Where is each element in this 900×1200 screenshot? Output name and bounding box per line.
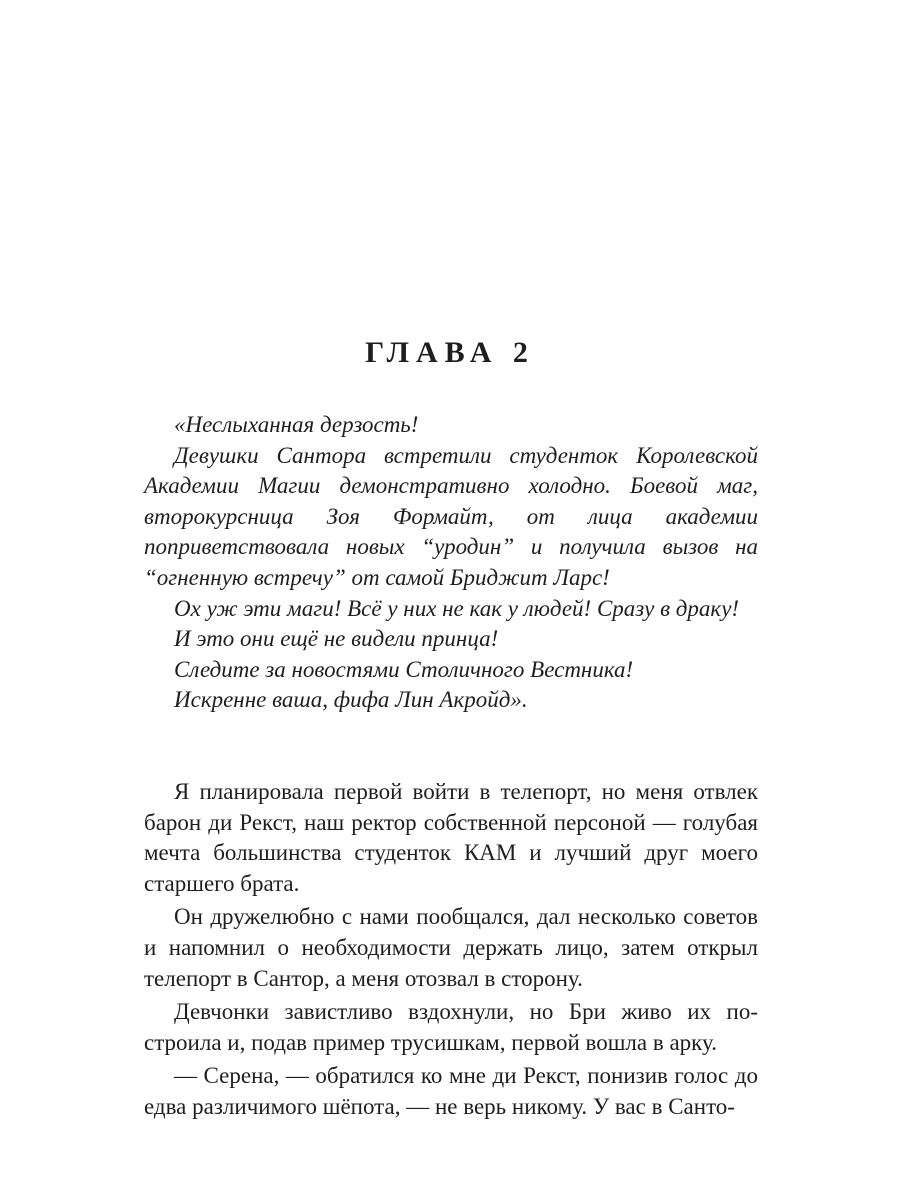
- body-text-block: [144, 777, 758, 1126]
- epigraph-block: [144, 410, 758, 716]
- body-paragraph: — Серена, — обратился ко мне ди Рекст, понизив голос до едва различимого шёпота, — не верь никому. У вас в Санто-: [144, 1063, 758, 1119]
- epigraph-paragraph: Искренне ваша, фифа Лин Акройд».: [174, 687, 528, 713]
- epigraph-paragraph: Следите за новостями Столичного Вестника!: [174, 656, 634, 682]
- epigraph-paragraph: И это они ещё не видели принца!: [174, 626, 499, 652]
- body-paragraph: Я планировала первой войти в телепорт, но меня отвлек барон ди Рекст, наш ректор собственной персоной — голубая мечта большинства студенток КАМ и лучший друг моего старшего брата.: [144, 779, 758, 896]
- body-paragraph: Он дружелюбно с нами пообщался, дал несколько советов и напомнил о необходимости держать лицо, затем открыл телепорт в Сантор, а меня отозвал в сторону.: [144, 904, 758, 991]
- epigraph-paragraph: Ох уж эти маги! Всё у них не как у людей! Сразу в драку!: [174, 595, 740, 621]
- epigraph-paragraph: Девушки Сантора встретили студенток Королевской Академии Магии демонстративно холодно. Боевой маг, второкурсница Зоя Формайт, от лица академии поприветствовала новых “уродин” и получила вызов на “огненную встречу” от самой Бриджит Ларс!: [144, 442, 758, 590]
- chapter-title: ГЛАВА 2: [365, 336, 535, 369]
- body-paragraph: Девчонки завистливо вздохнули, но Бри живо их построила и, подав пример трусишкам, первой вошла в арку.: [144, 999, 758, 1055]
- epigraph-paragraph: «Неслыханная дерзость!: [174, 412, 419, 437]
